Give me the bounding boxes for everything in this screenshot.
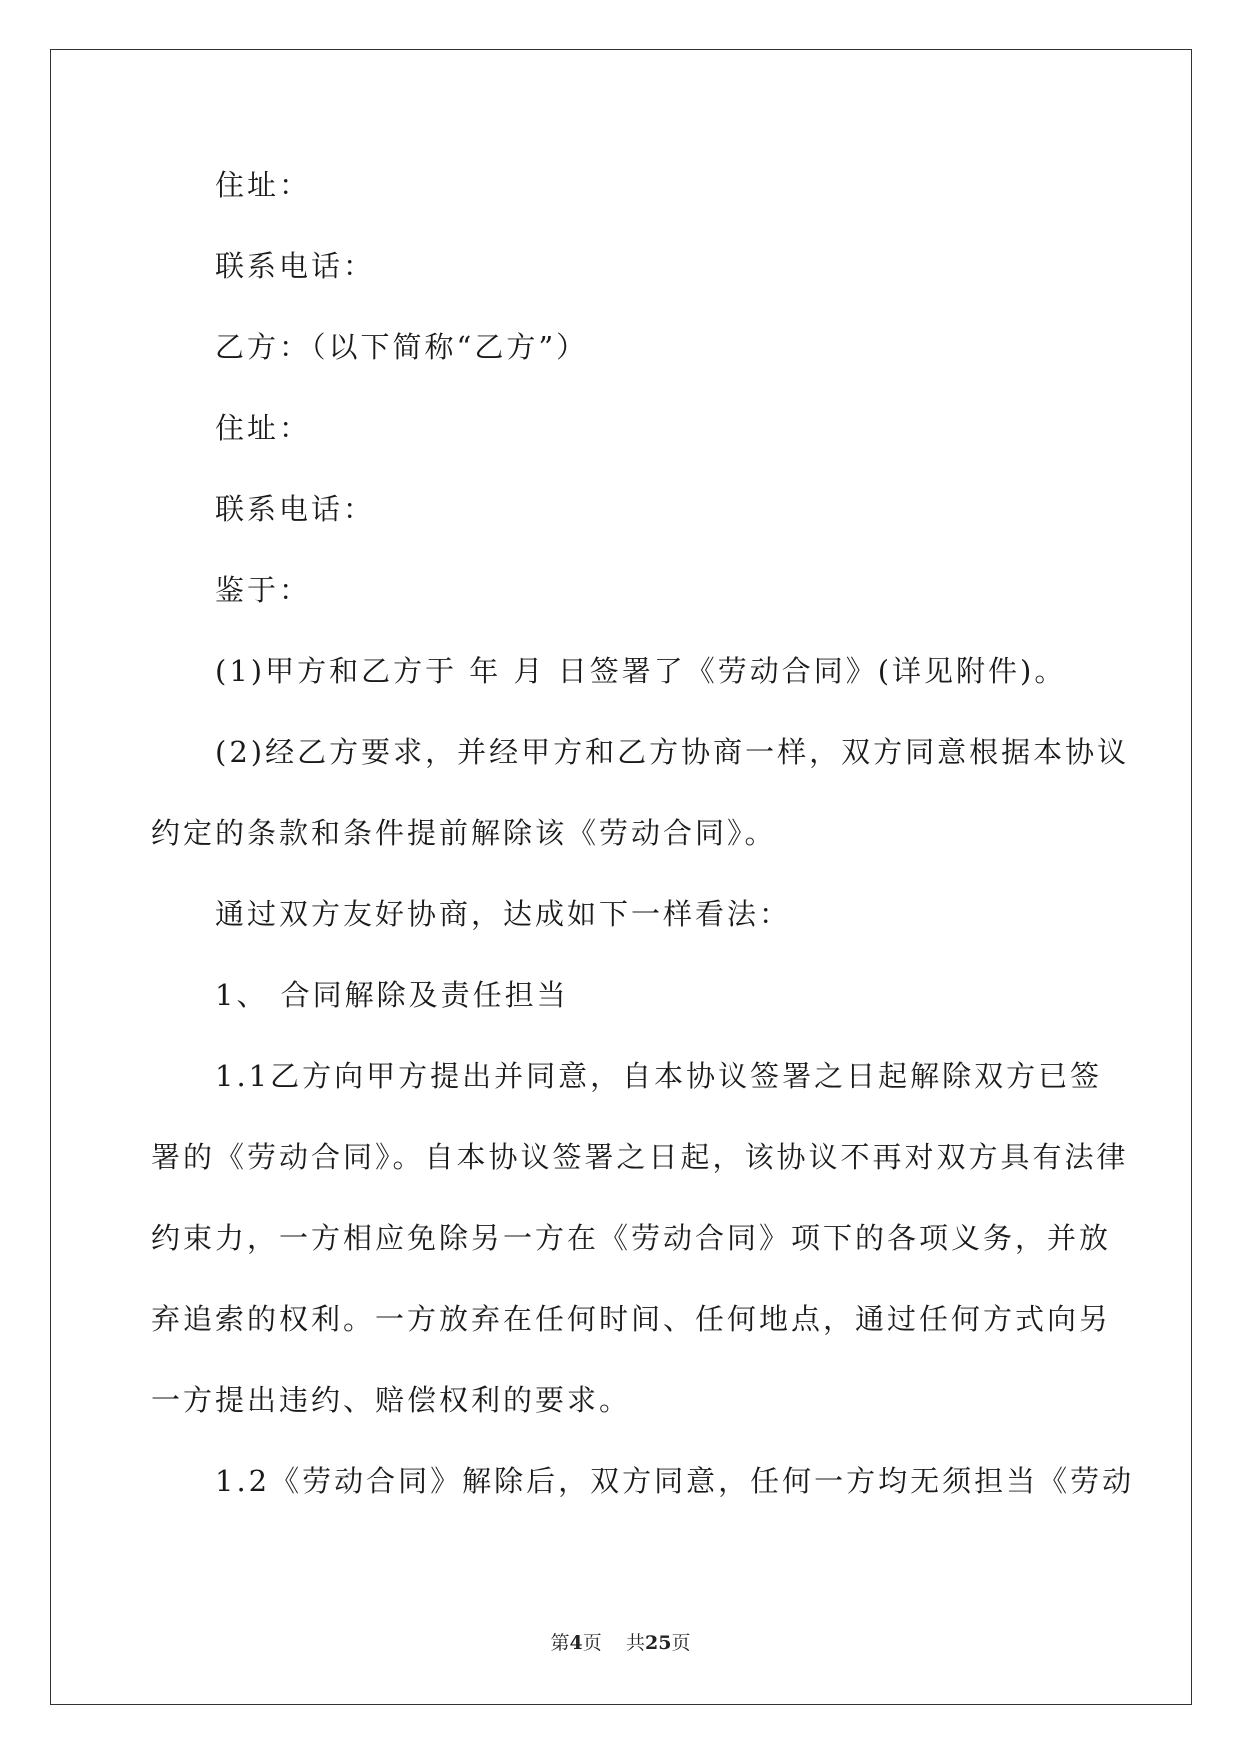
text-line: 鉴于：: [215, 573, 312, 607]
section-heading: 1、 合同解除及责任担当: [215, 978, 569, 1012]
text-line: 1.1乙方向甲方提出并同意，自本协议签署之日起解除双方已签: [215, 1059, 1103, 1093]
page-suffix: 页: [582, 1632, 602, 1654]
text-line: 乙方：（以下简称“乙方”）: [215, 330, 589, 364]
text-line: 住址：: [215, 411, 312, 445]
text-line: 约定的条款和条件提前解除该《劳动合同》。: [151, 816, 777, 850]
text-line: (1)甲方和乙方于 年 月 日签署了《劳动合同》(详见附件)。: [215, 654, 1067, 688]
text-line: 约束力，一方相应免除另一方在《劳动合同》项下的各项义务，并放: [151, 1221, 1112, 1255]
text-line: 一方提出违约、赔偿权利的要求。: [151, 1383, 632, 1417]
total-suffix: 页: [671, 1632, 691, 1654]
text-line: 住址：: [215, 168, 312, 202]
text-line: (2)经乙方要求，并经甲方和乙方协商一样，双方同意根据本协议: [215, 735, 1130, 769]
page-prefix: 第: [550, 1632, 570, 1654]
total-pages: 25: [644, 1632, 672, 1654]
page-number: 4: [569, 1632, 583, 1654]
text-line: 署的《劳动合同》。自本协议签署之日起，该协议不再对双方具有法律: [151, 1140, 1129, 1174]
page-footer: [0, 1631, 1241, 1655]
text-line: 弃追索的权利。一方放弃在任何时间、任何地点，通过任何方式向另: [151, 1302, 1112, 1336]
text-line: 联系电话：: [215, 492, 376, 526]
text-line: 通过双方友好协商，达成如下一样看法：: [215, 897, 792, 931]
total-prefix: 共: [625, 1632, 645, 1654]
text-line: 联系电话：: [215, 249, 376, 283]
document-body: [151, 165, 1135, 1542]
text-line: 1.2《劳动合同》解除后，双方同意，任何一方均无须担当《劳动: [215, 1464, 1135, 1498]
